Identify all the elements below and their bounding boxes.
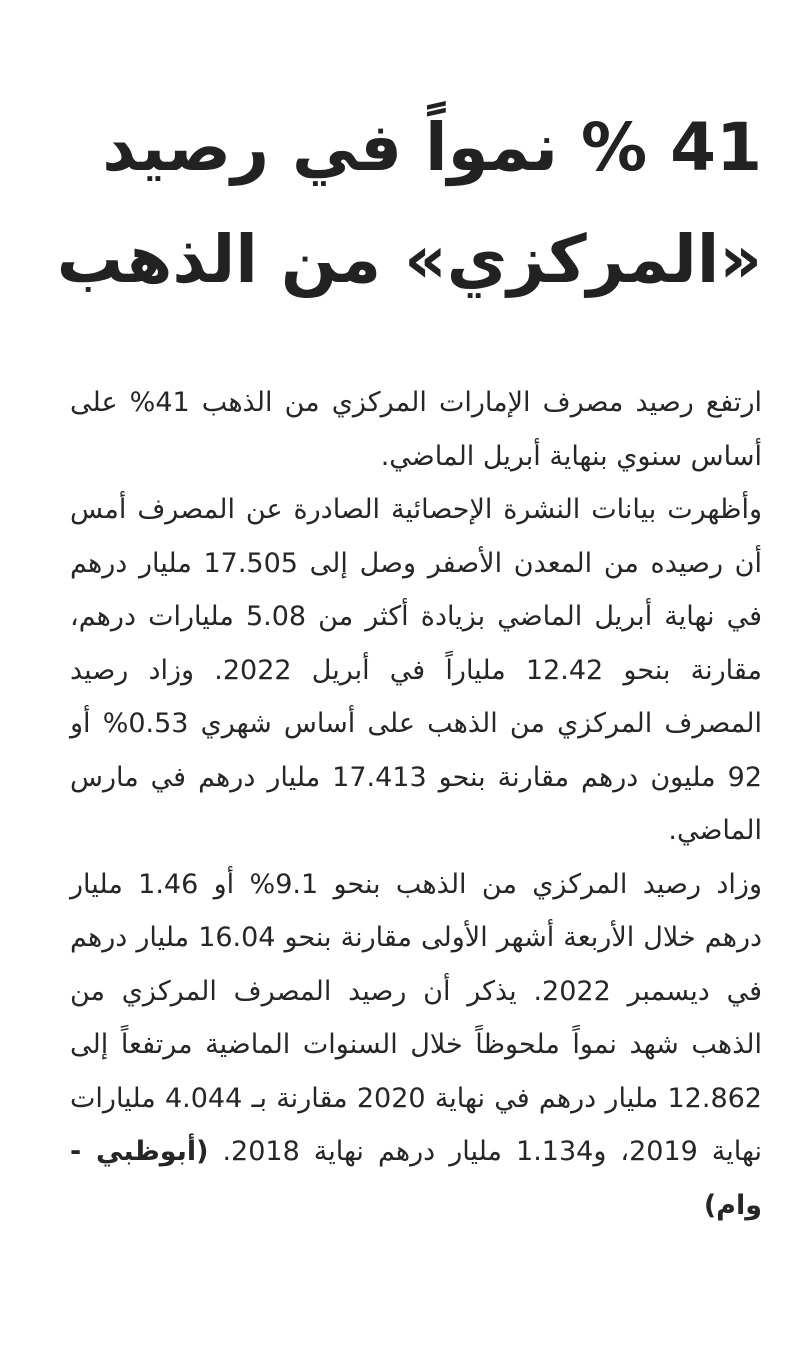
paragraph-2: وأظهرت بيانات النشرة الإحصائية الصادرة عن المصرف أمس أن رصيده من المعدن الأصفر وصل إلى 17.505 مليار درهم في نهاية أبريل الماضي بزيادة أكثر من 5.08 مليارات درهم، مقارنة بنحو 12.42 ملياراً في أبريل 2022. وزاد رصيد المصرف المركزي من الذهب على أساس شهري 0.53% أو 92 مليون درهم مقارنة بنحو 17.413 مليار درهم في مارس الماضي. — [70, 494, 763, 846]
paragraph-3-text: وزاد رصيد المركزي من الذهب بنحو 9.1% أو 1.46 مليار درهم خلال الأربعة أشهر الأولى مقارنة بنحو 16.04 مليار درهم في ديسمبر 2022. يذكر أن رصيد المصرف المركزي من الذهب شهد نمواً ملحوظاً خلال السنوات الماضية مرتفعاً إلى 12.862 مليار درهم في نهاية 2020 مقارنة بـ 4.044 مليارات نهاية 2019، و1.134 مليار درهم نهاية 2018. — [70, 868, 763, 1167]
news-article — [56, 92, 763, 1232]
article-body — [70, 376, 762, 1232]
source-credit: (أبوظبي - وام) — [70, 1136, 762, 1221]
headline-line-2: «المركزي» من الذهب — [56, 221, 762, 298]
headline-line-1: 41 % نمواً في رصيد — [102, 109, 762, 186]
headline — [56, 92, 762, 316]
paragraph-1: ارتفع رصيد مصرف الإمارات المركزي من الذهب 41% على أساس سنوي بنهاية أبريل الماضي. — [70, 387, 762, 472]
paragraph-3 — [70, 858, 762, 1233]
